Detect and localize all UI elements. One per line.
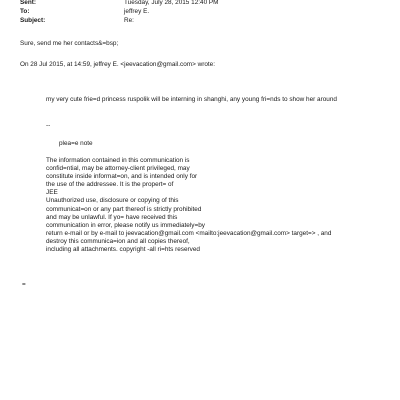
notice-line: Unauthorized use, disclosure or copying of this (46, 197, 179, 205)
quoted-message: my very cute frie=d princess ruspolik will be interning in shanghi, any young fri=nds to show her around (46, 96, 337, 103)
notice-line: JEE (46, 189, 58, 197)
subject-value: Re: (124, 17, 134, 24)
confidentiality-notice (46, 157, 331, 254)
sent-value: Tuesday, July 28, 2015 12:40 PM (124, 0, 219, 6)
notice-line: The information contained in this communication is (46, 157, 190, 164)
notice-line: and may be unlawful. If yo= have received this (46, 213, 178, 221)
notice-line: destroy this communica=ion and all copies thereof, (46, 237, 190, 245)
sent-row (20, 0, 390, 7)
email-header (20, 0, 390, 25)
notice-line: confid=ntial, may be attorney-client privileged, may (46, 165, 190, 173)
notice-line: communication in error, please notify us immediately=by (46, 221, 205, 229)
notice-line: constitute inside informat=on, and is intended only for (46, 173, 198, 181)
to-row (20, 7, 390, 16)
to-value: jeffrey E. (124, 8, 150, 15)
subject-label: Subject: (20, 17, 46, 24)
to-label: To: (20, 8, 30, 15)
trailing-mark: = (22, 281, 26, 288)
sent-label: Sent: (20, 0, 36, 6)
signature-separator: -- (46, 122, 51, 129)
subject-row (20, 16, 390, 25)
quote-header: On 28 Jul 2015, at 14:59, jeffrey E. <jeevacation@gmail.com> wrote: (20, 61, 216, 68)
reply-line: Sure, send me her contacts&=bsp; (20, 40, 119, 47)
notice-line: return e-mail or by e-mail to jeevacation@gmail.com <mailto:jeevacation@gmail.com> target=> , and (46, 229, 332, 237)
notice-line: the use of the addressee. It is the propert= of (46, 181, 174, 189)
please-note: plea=e note (59, 140, 93, 147)
notice-line: communicat=on or any part thereof is strictly prohibited (46, 205, 202, 213)
notice-line: including all attachments. copyright -all ri=hts reserved (46, 246, 200, 254)
